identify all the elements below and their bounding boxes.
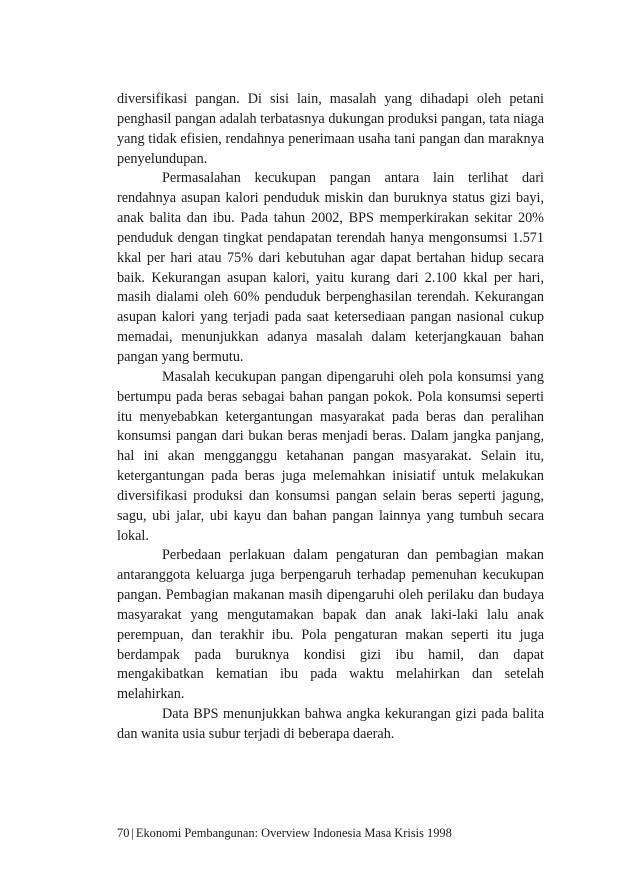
- paragraph-5: Data BPS menunjukkan bahwa angka kekurangan gizi pada balita dan wanita usia subur terjadi di beberapa daerah.: [117, 706, 544, 742]
- paragraph-2: Permasalahan kecukupan pangan antara lain terlihat dari rendahnya asupan kalori penduduk miskin dan buruknya status gizi bayi, anak balita dan ibu. Pada tahun 2002, BPS memperkirakan sekitar 20% penduduk dengan tingkat pendapatan terendah hanya mengonsumsi 1.571 kkal per hari atau 75% dari kebutuhan agar dapat bertahan hidup secara baik. Kekurangan asupan kalori, yaitu kurang dari 2.100 kkal per hari, masih dialami oleh 60% penduduk berpenghasilan terendah. Kekurangan asupan kalori yang terjadi pada saat ketersediaan pangan nasional cukup memadai, menunjukkan adanya masalah dalam keterjangkauan bahan pangan yang bermutu.: [117, 170, 544, 365]
- page-footer: [117, 825, 557, 841]
- body-text: [117, 90, 544, 745]
- page-number: 70: [117, 826, 130, 840]
- paragraph-3: Masalah kecukupan pangan dipengaruhi oleh pola konsumsi yang bertumpu pada beras sebagai bahan pangan pokok. Pola konsumsi seperti itu menyebabkan ketergantungan masyarakat pada beras dan peralihan konsumsi pangan dari bukan beras menjadi beras. Dalam jangka panjang, hal ini akan mengganggu ketahanan pangan masyarakat. Selain itu, ketergantungan pada beras juga melemahkan inisiatif untuk melakukan diversifikasi produksi dan konsumsi pangan selain beras seperti jagung, sagu, ubi jalar, ubi kayu dan bahan pangan lainnya yang tumbuh secara lokal.: [117, 368, 544, 544]
- footer-separator: |: [131, 826, 134, 840]
- paragraph-4: Perbedaan perlakuan dalam pengaturan dan pembagian makan antaranggota keluarga juga berpengaruh terhadap pemenuhan kecukupan pangan. Pembagian makanan masih dipengaruhi oleh perilaku dan budaya masyarakat yang mengutamakan bapak dan anak laki-laki lalu anak perempuan, dan terakhir ibu. Pola pengaturan makan seperti itu juga berdampak pada buruknya kondisi gizi ibu hamil, dan dapat mengakibatkan kematian ibu pada waktu melahirkan dan setelah melahirkan.: [117, 547, 544, 703]
- book-title: Ekonomi Pembangunan: Overview Indonesia Masa Krisis 1998: [135, 826, 452, 840]
- paragraph-1: diversifikasi pangan. Di sisi lain, masalah yang dihadapi oleh petani penghasil pangan adalah terbatasnya dukungan produksi pangan, tata niaga yang tidak efisien, rendahnya penerimaan usaha tani pangan dan maraknya penyelundupan.: [117, 91, 544, 167]
